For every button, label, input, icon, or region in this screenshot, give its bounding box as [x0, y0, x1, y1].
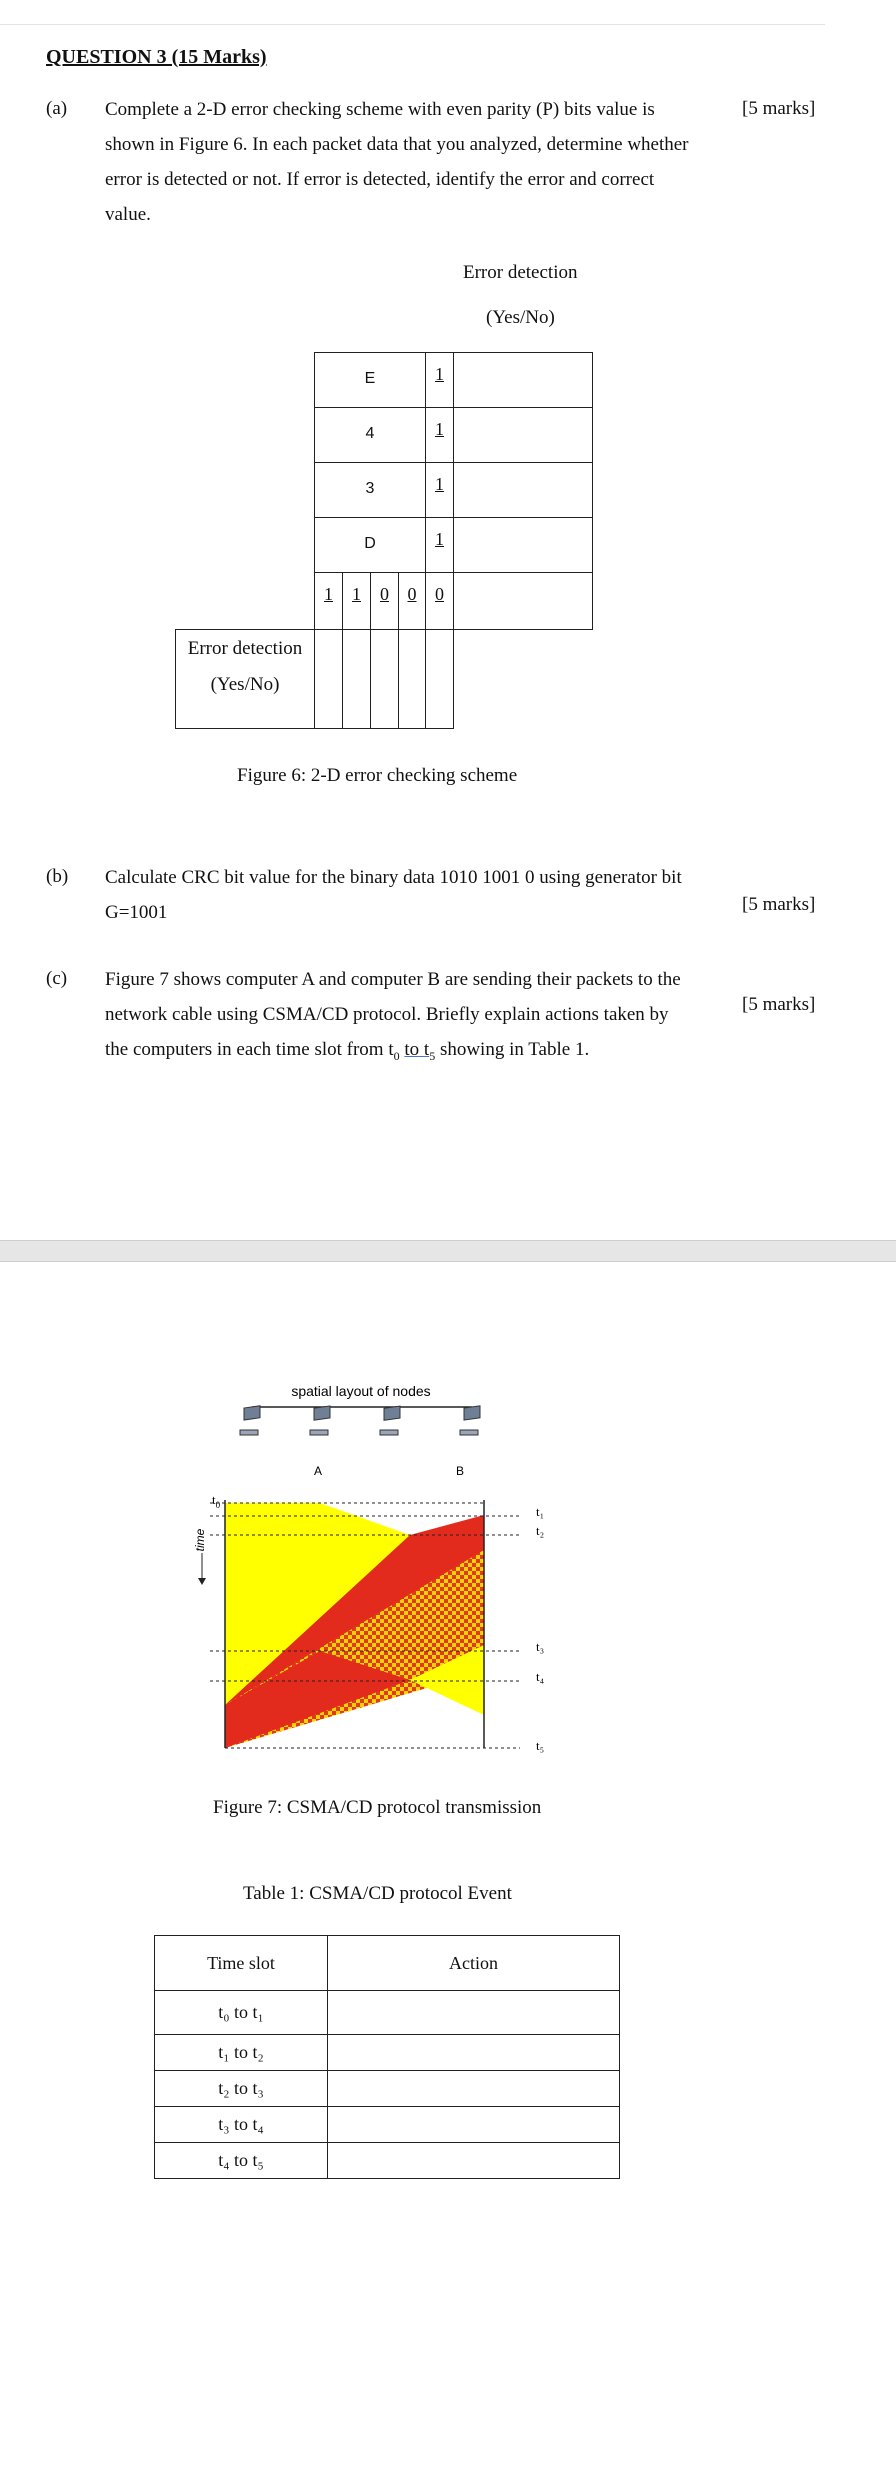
part-c-line-2: network cable using CSMA/CD protocol. Briefly explain actions taken by — [105, 1004, 669, 1025]
part-c-text — [105, 962, 745, 1074]
action-cell[interactable] — [328, 2071, 620, 2107]
answer-cell-3[interactable] — [453, 462, 593, 518]
question-title: QUESTION 3 (15 Marks) — [46, 46, 267, 68]
action-cell[interactable] — [328, 2035, 620, 2071]
answer-col-2[interactable] — [342, 629, 371, 729]
table-header-row — [155, 1936, 620, 1991]
parity-value-1: 1 — [435, 364, 444, 384]
t5-label: t₅ — [536, 1738, 545, 1753]
t2-label: t₂ — [536, 1523, 545, 1538]
answer-cell-1[interactable] — [453, 352, 593, 408]
answer-col-5[interactable] — [425, 629, 454, 729]
part-a-line-1: Complete a 2-D error checking scheme with even parity (P) bits value is — [105, 99, 655, 120]
error-detection-row-header: Error detection — [187, 638, 303, 659]
action-cell[interactable] — [328, 2107, 620, 2143]
table-row — [155, 2035, 620, 2071]
table-row — [155, 2143, 620, 2179]
page-break — [0, 1240, 896, 1262]
part-b-line-2: G=1001 — [105, 902, 168, 923]
csma-cd-diagram — [180, 1375, 560, 1770]
t0-label: $t_0$ — [212, 1492, 221, 1510]
figure-7-caption: Figure 7: CSMA/CD protocol transmission — [213, 1797, 542, 1818]
answer-col-3[interactable] — [370, 629, 399, 729]
parity-value-2: 1 — [435, 419, 444, 439]
yes-no-row-header: (Yes/No) — [210, 674, 280, 695]
data-value-1: E — [364, 370, 376, 387]
part-c-label: (c) — [46, 968, 68, 989]
data-value-3: 3 — [365, 480, 375, 497]
data-value-4: D — [364, 535, 376, 552]
node-a-label: A — [313, 1464, 323, 1478]
part-a-line-2: shown in Figure 6. In each packet data that you analyzed, determine whether — [105, 134, 689, 155]
header-action: Action — [328, 1936, 620, 1991]
parity-bit-5: 0 — [435, 584, 444, 604]
part-b-marks: [5 marks] — [742, 894, 816, 915]
computer-icon-b — [460, 1406, 480, 1435]
part-b-label: (b) — [46, 866, 69, 887]
part-c-marks: [5 marks] — [742, 994, 816, 1015]
error-detection-col-header: Error detection — [463, 262, 578, 283]
header-time-slot: Time slot — [155, 1936, 328, 1991]
table-row — [155, 1991, 620, 2035]
answer-col-4[interactable] — [398, 629, 426, 729]
time-axis-label: time — [193, 1528, 207, 1552]
action-cell[interactable] — [328, 2143, 620, 2179]
part-a-line-3: error is detected or not. If error is detected, identify the error and correct — [105, 169, 655, 190]
computer-icon-3 — [380, 1406, 400, 1435]
part-b-text — [105, 860, 745, 930]
csma-event-table — [154, 1935, 620, 2179]
table-row — [155, 2071, 620, 2107]
part-a-line-4: value. — [105, 204, 151, 225]
t4-label: t₄ — [536, 1669, 545, 1684]
node-b-label: B — [455, 1464, 465, 1478]
data-value-2: 4 — [365, 425, 375, 442]
spatial-layout-label: spatial layout of nodes — [291, 1383, 431, 1399]
computer-icon-1 — [240, 1406, 260, 1435]
time-slot-cell: t₃ to t₄ — [155, 2107, 328, 2143]
part-c-line-1: Figure 7 shows computer A and computer B are sending their packets to the — [105, 969, 681, 990]
table-row — [155, 2107, 620, 2143]
part-b-line-1: Calculate CRC bit value for the binary data 1010 1001 0 using generator bit — [105, 867, 682, 888]
action-cell[interactable] — [328, 1991, 620, 2035]
time-slot-cell: t₄ to t₅ — [155, 2143, 328, 2179]
time-axis-arrowhead — [198, 1578, 206, 1585]
time-slot-cell: t₂ to t₃ — [155, 2071, 328, 2107]
parity-bit-2: 1 — [352, 584, 361, 604]
page-top-rule — [0, 24, 825, 25]
time-slot-cell: t₀ to t₁ — [155, 1991, 328, 2035]
t3-label: t₃ — [536, 1639, 545, 1654]
computer-icon-a — [310, 1406, 330, 1435]
part-a-label: (a) — [46, 98, 68, 119]
table-1-caption: Table 1: CSMA/CD protocol Event — [243, 1883, 512, 1904]
figure-6-caption: Figure 6: 2-D error checking scheme — [237, 765, 518, 786]
t1-label: t₁ — [536, 1504, 545, 1519]
parity-value-3: 1 — [435, 474, 444, 494]
parity-bit-1: 1 — [324, 584, 333, 604]
parity-bit-3: 0 — [380, 584, 389, 604]
answer-cell-2[interactable] — [453, 407, 593, 463]
part-a-text — [105, 92, 745, 232]
part-c-line-3: the computers in each time slot from $t_0$ to $t_5$ showing in Table 1. — [105, 1039, 590, 1063]
yes-no-col-header: (Yes/No) — [486, 307, 555, 328]
answer-col-1[interactable] — [314, 629, 343, 729]
part-a-marks: [5 marks] — [742, 98, 816, 119]
time-slot-cell: t₁ to t₂ — [155, 2035, 328, 2071]
parity-bit-4: 0 — [407, 584, 417, 604]
answer-cell-parity[interactable] — [453, 572, 593, 630]
parity-value-4: 1 — [435, 529, 444, 549]
t-range-to: to t — [404, 1039, 430, 1060]
answer-cell-4[interactable] — [453, 517, 593, 573]
